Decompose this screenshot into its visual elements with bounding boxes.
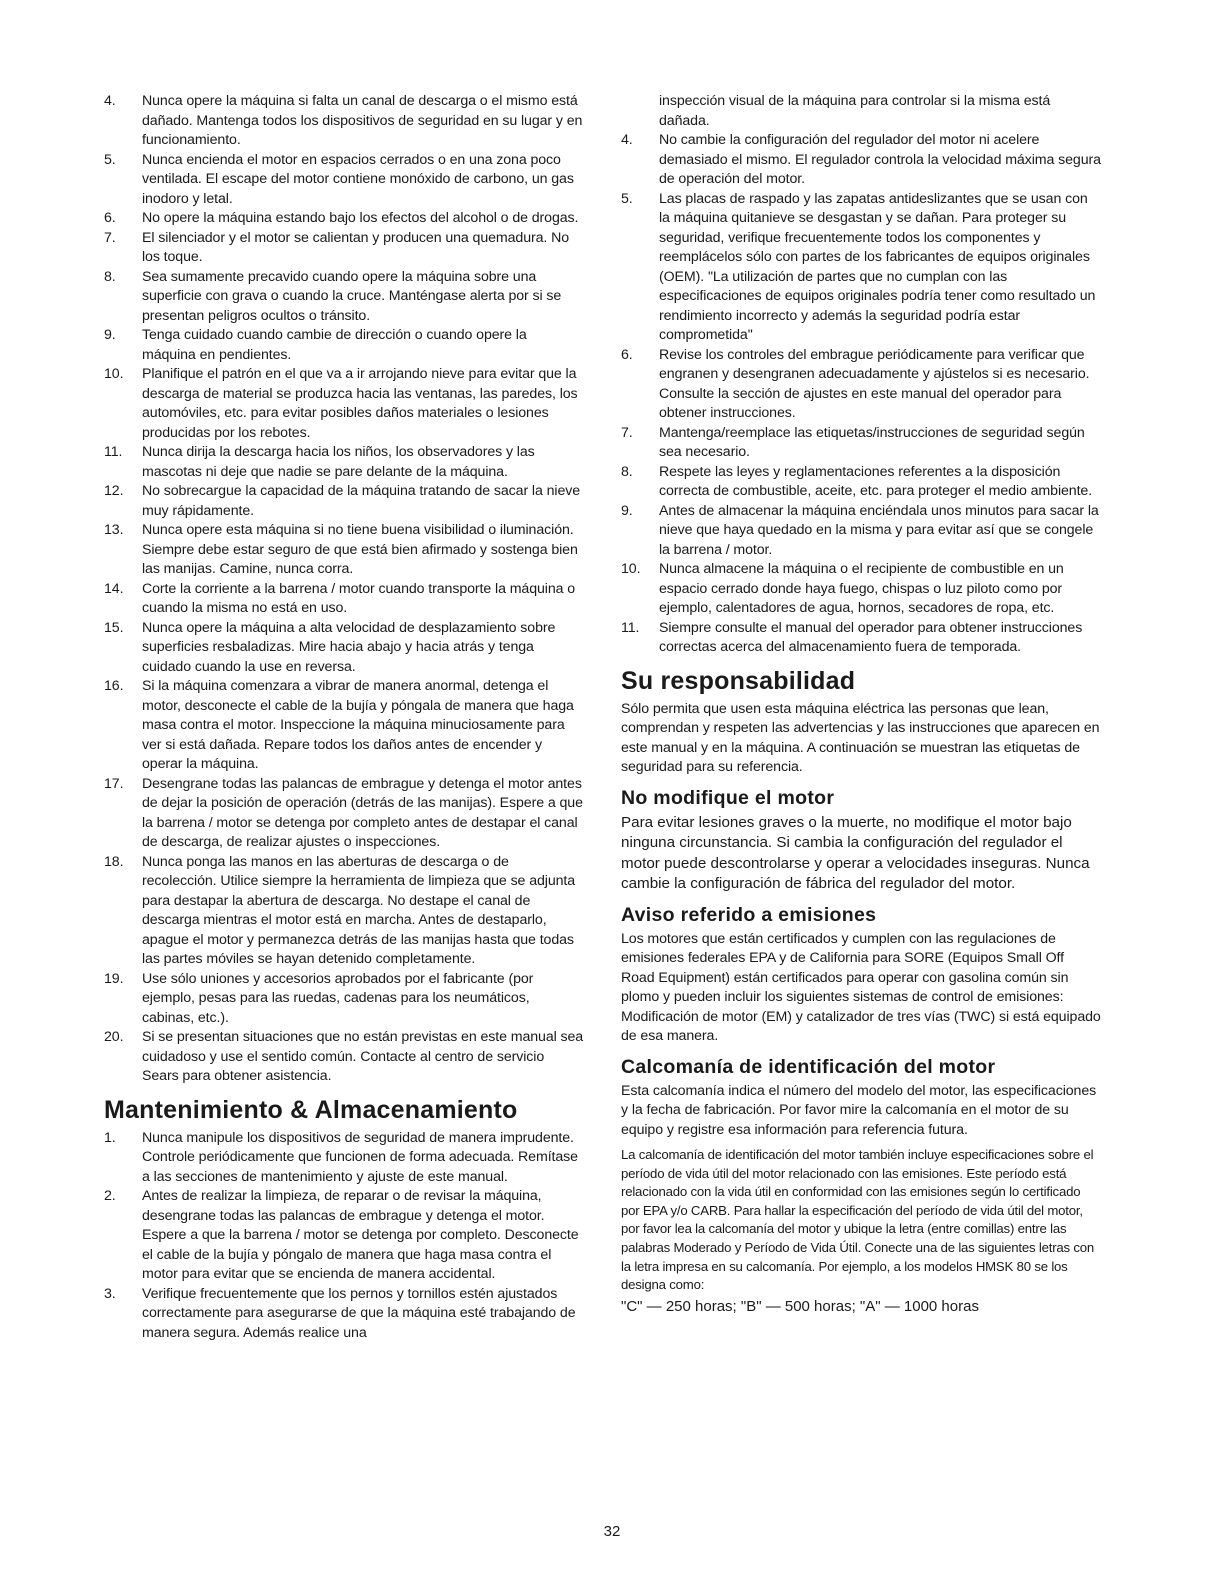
- emissions-text: Los motores que están certificados y cumplen con las regulaciones de emisiones federales EPA y de California para SORE (Equipos Small Off Road Equipment) están certificados para operar con gasolina común sin plomo y pueden incluir los siguientes sistemas de control de emisiones: Modificación de motor (EM) y catalizador de tres vías (TWC) si está equipado de esa manera.: [621, 930, 1101, 1044]
- list-item: 13. Nunca opere esta máquina si no tiene buena visibilidad o iluminación. Siempre debe estar seguro de que está bien afirmado y sostenga bien las manijas. Camine, nunca corra.: [104, 522, 578, 577]
- responsibility-heading: Su responsabilidad: [621, 666, 856, 695]
- list-item: 7. El silenciador y el motor se calientan y producen una quemadura. No los toque.: [104, 229, 570, 265]
- list-item: 17. Desengrane todas las palancas de embrague y detenga el motor antes de dejar la posición de operación (detrás de las manijas). Espere a que la barrena / motor se detenga por completo antes de destapar el canal de descarga, de realizar ajustes o inspecciones.: [104, 775, 583, 850]
- list-item: 6. Revise los controles del embrague periódicamente para verificar que engranen y desengranen adecuadamente y ajústelos si es necesario. Consulte la sección de ajustes en este manual del operador para obtener instrucciones.: [621, 346, 1090, 421]
- list-item: 20. Si se presentan situaciones que no están previstas en este manual sea cuidadoso y use el sentido común. Contacte al centro de servicio Sears para obtener asistencia.: [104, 1029, 584, 1084]
- list-item: 8. Sea sumamente precavido cuando opere la máquina sobre una superficie con grava o cuando la cruce. Manténgase alerta por si se presentan peligros ocultos o tránsito.: [104, 268, 562, 324]
- list-item: 11. Siempre consulte el manual del operador para obtener instrucciones correctas acerca del almacenamiento fuera de temporada.: [621, 619, 1083, 655]
- list-item: 6. No opere la máquina estando bajo los efectos del alcohol o de drogas.: [104, 210, 579, 226]
- list-item: 4. No cambie la configuración del regulador del motor ni acelere demasiado el mismo. El regulador controla la velocidad máxima segura de operación del motor.: [621, 132, 1101, 187]
- list-item: 14. Corte la corriente a la barrena / motor cuando transporte la máquina o cuando la misma no está en uso.: [104, 580, 576, 616]
- list-item: 5. Las placas de raspado y las zapatas antideslizantes que se usan con la máquina quitanieve se desgastan y se dañan. Para proteger su seguridad, verifique frecuentemente todos los componentes y reemplácelos sólo con partes de los fabricantes de equipos originales (OEM). "La utilización de partes que no cumplan con las especificaciones de equipos originales podría tener como resultado un rendimiento incorrecto y además la seguridad podría estar comprometida": [621, 190, 1096, 343]
- maintenance-heading: Mantenimiento & Almacenamiento: [104, 1095, 518, 1124]
- list-item: 10. Nunca almacene la máquina o el recipiente de combustible en un espacio cerrado donde haya fuego, chispas o luz piloto como por ejemplo, calentadores de agua, hornos, secadores de ropa, etc.: [621, 561, 1064, 616]
- list-item: 15. Nunca opere la máquina a alta velocidad de desplazamiento sobre superficies resbaladizas. Mire hacia abajo y hacia atrás y tenga cuidado cuando la use en reversa.: [104, 619, 556, 675]
- safety-list: [104, 92, 584, 1087]
- list-item: 18. Nunca ponga las manos en las aberturas de descarga o de recolección. Utilice siempre la herramienta de limpieza que se adjunta para destapar la abertura de descarga. No destape el canal de descarga mientras el motor está en marcha. Antes de destaparlo, apague el motor y permanezca detrás de las manijas hasta que todas las partes móviles se hayan detenido completamente.: [104, 853, 576, 967]
- list-item: 12. No sobrecargue la capacidad de la máquina tratando de sacar la nieve muy rápidamente.: [104, 483, 581, 519]
- list-item: 2. Antes de realizar la limpieza, de reparar o de revisar la máquina, desengrane todas las palancas de embrague y detenga el motor. Espere a que la barrena / motor se detenga por completo. Desconecte el cable de la bujía y póngalo de manera que haga masa contra el motor para evitar que se encienda de manera accidental.: [104, 1188, 579, 1282]
- list-item: 16. Si la máquina comenzara a vibrar de manera anormal, detenga el motor, desconecte el cable de la bujía y póngala de manera que haga masa contra el motor. Inspeccione la máquina minuciosamente para ver si está dañada. Repare todos los daños antes de encender y operar la máquina.: [104, 678, 574, 772]
- maintenance-list: [104, 1129, 584, 1344]
- list-item: 3. Verifique frecuentemente que los pernos y tornillos estén ajustados correctamente para asegurarse de que la máquina esté trabajando de manera segura. Además realice una: [104, 1285, 576, 1341]
- list-item: 4. Nunca opere la máquina si falta un canal de descarga o el mismo está dañado. Mantenga todos los dispositivos de seguridad en su lugar y en funcionamiento.: [104, 93, 583, 148]
- list-item: 10. Planifique el patrón en el que va a ir arrojando nieve para evitar que la descarga de material se produzca hacia las ventanas, las paredes, los automóviles, etc. para evitar posibles daños materiales o lesiones producidas por los rebotes.: [104, 366, 578, 441]
- page-number: 32: [603, 1523, 621, 1540]
- list-item: 7. Mantenga/reemplace las etiquetas/instrucciones de seguridad según sea necesario.: [621, 424, 1085, 460]
- list-item: 5. Nunca encienda el motor en espacios cerrados o en una zona poco ventilada. El escape del motor contiene monóxido de carbono, un gas inodoro y letal.: [104, 151, 574, 207]
- decal-heading: Calcomanía de identificación del motor: [621, 1055, 996, 1078]
- no-modify-text: Para evitar lesiones graves o la muerte, no modifique el motor bajo ninguna circunstancia. Si cambia la configuración del regulador el motor puede descontrolarse y operar a velocidades inseguras. Nunca cambie la configuración de fábrica del regulador del motor.: [621, 813, 1090, 892]
- list-continuation: inspección visual de la máquina para controlar si la misma está dañada.: [659, 93, 1051, 129]
- maintenance-list-continued: [621, 131, 1101, 658]
- list-item: 19. Use sólo uniones y accesorios aprobados por el fabricante (por ejemplo, pesas para las ruedas, cadenas para los neumáticos, cabinas, etc.).: [104, 970, 534, 1026]
- list-item: 1. Nunca manipule los dispositivos de seguridad de manera imprudente. Controle periódicamente que funcionen de forma adecuada. Remítase a las secciones de mantenimiento y ajuste de este manual.: [104, 1129, 578, 1185]
- no-modify-heading: No modifique el motor: [621, 786, 835, 809]
- responsibility-text: Sólo permita que usen esta máquina eléctrica las personas que lean, comprendan y respeten las advertencias y las instrucciones que aparecen en este manual y en la máquina. A continuación se muestran las etiquetas de seguridad para su referencia.: [621, 700, 1100, 775]
- list-item: 9. Tenga cuidado cuando cambie de dirección o cuando opere la máquina en pendientes.: [104, 327, 527, 363]
- list-item: 8. Respete las leyes y reglamentaciones referentes a la disposición correcta de combustible, aceite, etc. para proteger el medio ambiente.: [621, 463, 1093, 499]
- emissions-heading: Aviso referido a emisiones: [621, 903, 877, 926]
- list-item: 11. Nunca dirija la descarga hacia los niños, los observadores y las mascotas ni deje que nadie se pare delante de la máquina.: [104, 444, 535, 480]
- list-item: 9. Antes de almacenar la máquina enciéndala unos minutos para sacar la nieve que haya quedado en la misma y para evitar así que se congele la barrena / motor.: [621, 502, 1099, 558]
- hours-line: "C" — 250 horas; "B" — 500 horas; "A" — 1000 horas: [621, 1297, 979, 1315]
- right-column: [621, 92, 1101, 1317]
- left-column: [104, 92, 584, 1343]
- decal-text: Esta calcomanía indica el número del modelo del motor, las especificaciones y la fecha de fabricación. Por favor mire la calcomanía en el motor de su equipo y registre esa información para referencia futura.: [621, 1082, 1097, 1138]
- decal-text-2: La calcomanía de identificación del motor también incluye especificaciones sobre el período de vida útil del motor relacionado con las emisiones. Este período está relacionado con la vida útil en conformidad con las emisiones según lo certificado por EPA y/o CARB. Para hallar la especificación del período de vida útil del motor, por favor lea la calcomanía del motor y ubique la letra (entre comillas) entre las palabras Moderado y Período de Vida Útil. Conecte una de las siguientes letras con la letra impresa en su calcomanía. Por ejemplo, a los modelos HMSK 80 se los designa como:: [621, 1147, 1095, 1293]
